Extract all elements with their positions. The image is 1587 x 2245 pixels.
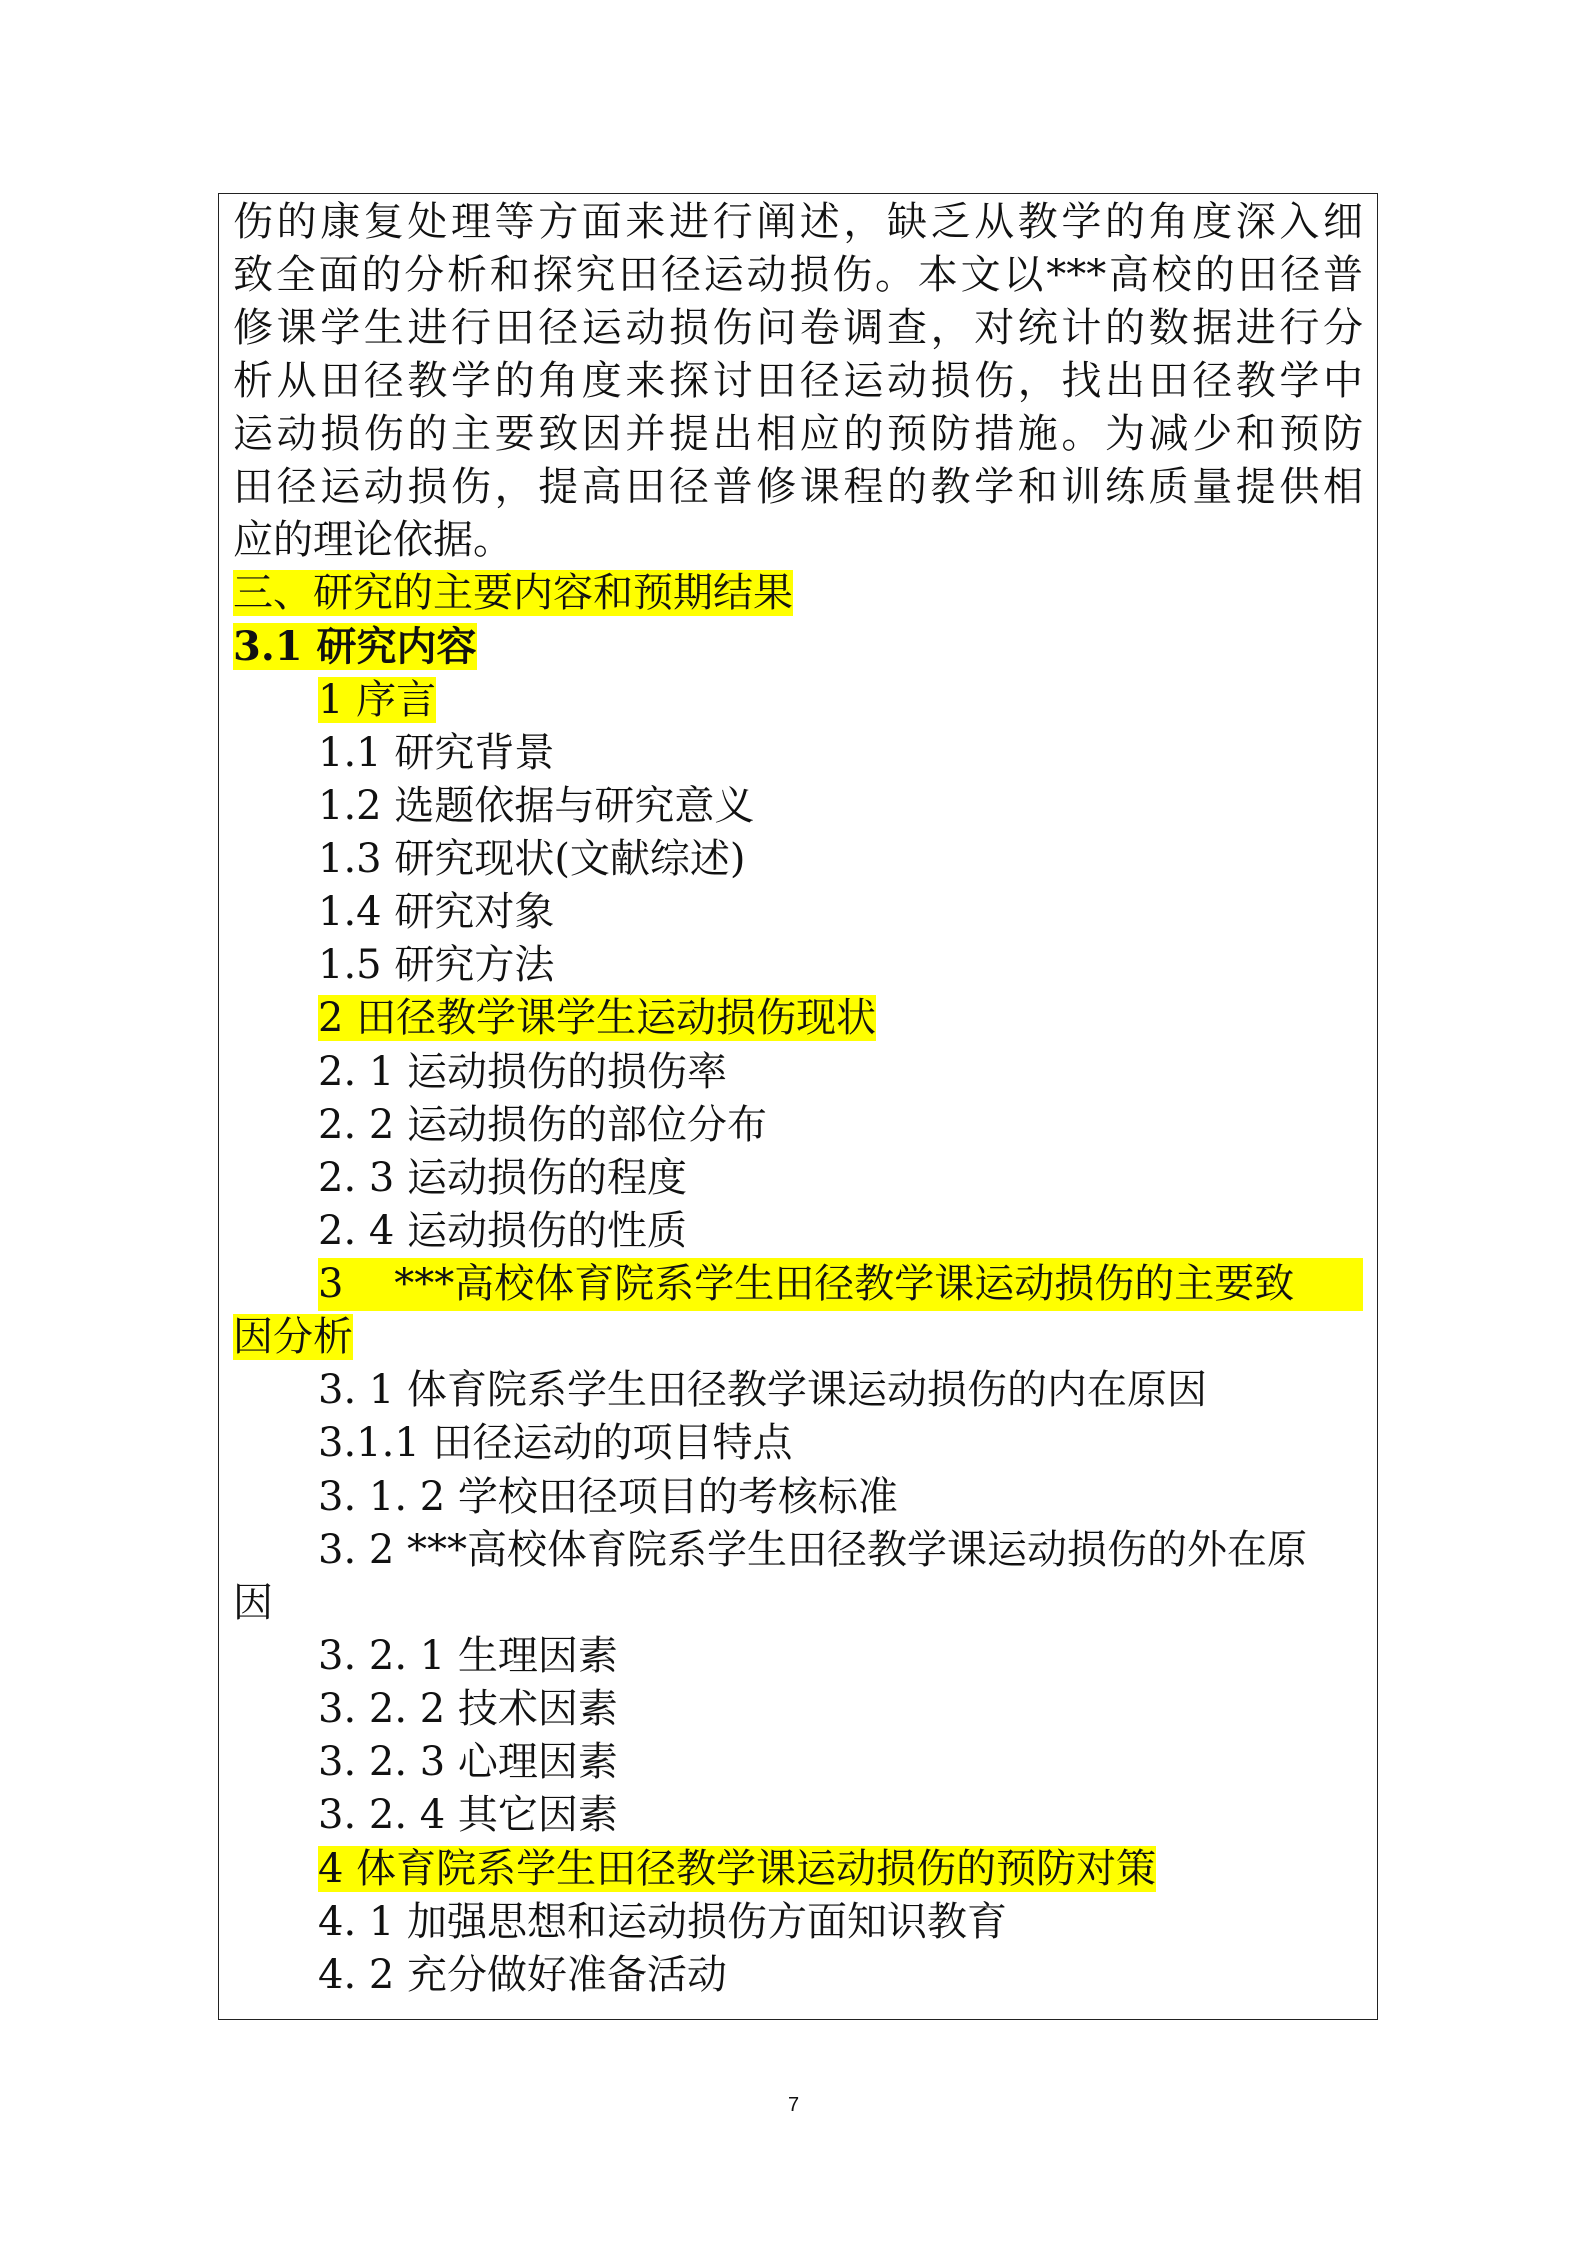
paragraph-line: 田径运动损伤，提高田径普修课程的教学和训练质量提供相	[233, 464, 1363, 510]
paragraph-line: 应的理论依据。	[233, 517, 513, 563]
outline-item: 3. 2. 3 心理因素	[318, 1739, 618, 1785]
outline-item: 1.3 研究现状(文献综述)	[318, 836, 746, 882]
subsection-heading: 3.1 研究内容	[233, 623, 477, 670]
paragraph-line: 伤的康复处理等方面来进行阐述，缺乏从教学的角度深入细	[233, 199, 1363, 245]
outline-item: 2. 3 运动损伤的程度	[318, 1155, 688, 1201]
outline-item: 3. 2. 4 其它因素	[318, 1792, 618, 1838]
chapter-3-heading-cont: 因分析	[233, 1314, 353, 1360]
outline-item: 3. 1 体育院系学生田径教学课运动损伤的内在原因	[318, 1367, 1208, 1413]
outline-item: 2. 2 运动损伤的部位分布	[318, 1102, 768, 1148]
paragraph-line: 修课学生进行田径运动损伤问卷调查，对统计的数据进行分	[233, 305, 1363, 351]
outline-item: 1.2 选题依据与研究意义	[318, 783, 755, 829]
outline-item: 1.1 研究背景	[318, 730, 555, 776]
chapter-4-heading: 4 体育院系学生田径教学课运动损伤的预防对策	[318, 1846, 1157, 1892]
paragraph-line: 析从田径教学的角度来探讨田径运动损伤，找出田径教学中	[233, 358, 1363, 404]
outline-item: 2. 1 运动损伤的损伤率	[318, 1049, 728, 1095]
outline-item: 3. 2. 1 生理因素	[318, 1633, 618, 1679]
paragraph-line: 运动损伤的主要致因并提出相应的预防措施。为减少和预防	[233, 411, 1363, 457]
chapter-1-heading: 1 序言	[318, 677, 437, 723]
outline-item: 3. 2 ***高校体育院系学生田径教学课运动损伤的外在原	[318, 1527, 1308, 1573]
outline-item: 3.1.1 田径运动的项目特点	[318, 1420, 793, 1466]
section-heading: 三、研究的主要内容和预期结果	[233, 570, 793, 616]
paragraph-line: 致全面的分析和探究田径运动损伤。本文以***高校的田径普	[233, 252, 1363, 298]
outline-item-cont: 因	[233, 1580, 273, 1626]
chapter-2-heading: 2 田径教学课学生运动损伤现状	[318, 995, 877, 1041]
outline-item: 2. 4 运动损伤的性质	[318, 1208, 688, 1254]
outline-item: 3. 2. 2 技术因素	[318, 1686, 618, 1732]
chapter-3-heading: 3 ***高校体育院系学生田径教学课运动损伤的主要致	[318, 1258, 1363, 1311]
outline-item: 3. 1. 2 学校田径项目的考核标准	[318, 1474, 898, 1520]
outline-item: 1.5 研究方法	[318, 942, 555, 988]
page-number: 7	[787, 2094, 800, 2116]
outline-item: 4. 2 充分做好准备活动	[318, 1952, 728, 1998]
outline-item: 4. 1 加强思想和运动损伤方面知识教育	[318, 1899, 1008, 1945]
outline-item: 1.4 研究对象	[318, 889, 555, 935]
